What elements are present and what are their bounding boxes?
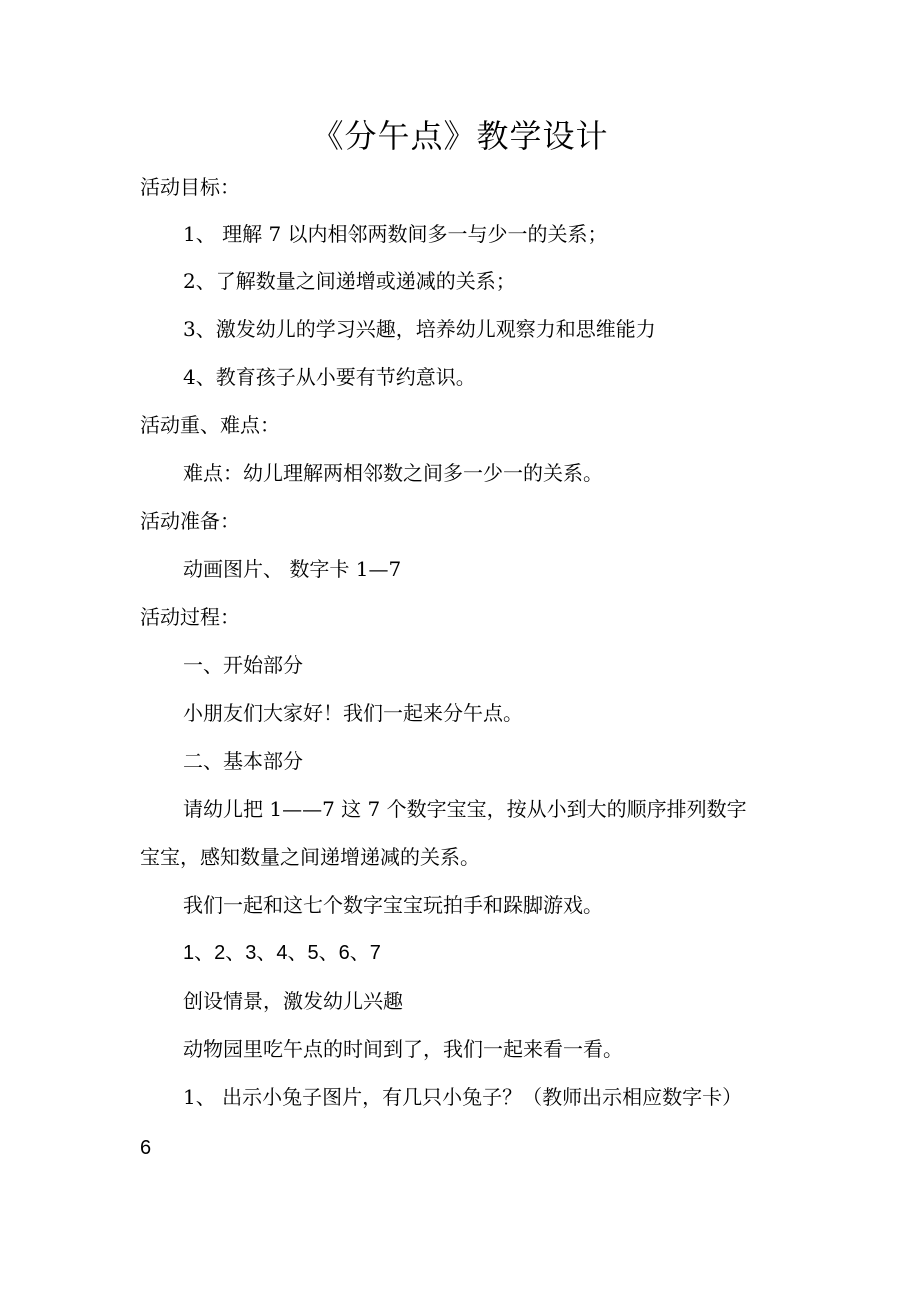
process-paragraph-line: 宝宝，感知数量之间递增递减的关系。: [140, 845, 480, 869]
goal-item-3: 3、激发幼儿的学习兴趣，培养幼儿观察力和思维能力: [183, 317, 656, 341]
section-heading-key-points: 活动重、难点：: [140, 413, 280, 437]
process-paragraph-line: 创设情景，激发幼儿兴趣: [183, 989, 403, 1013]
section-heading-preparation: 活动准备：: [140, 509, 240, 533]
page-number: 6: [140, 1137, 152, 1159]
goal-item-4: 4、教育孩子从小要有节约意识。: [183, 365, 476, 389]
process-part-1-heading: 一、开始部分: [183, 653, 303, 677]
goal-item-2: 2、了解数量之间递增或递减的关系；: [183, 269, 516, 293]
document-title: 《分午点》教学设计: [311, 117, 609, 155]
process-part-1-text: 小朋友们大家好！我们一起来分午点。: [183, 701, 523, 725]
key-point-text: 难点：幼儿理解两相邻数之间多一少一的关系。: [183, 461, 603, 485]
section-heading-process: 活动过程：: [140, 605, 240, 629]
process-paragraph-line: 我们一起和这七个数字宝宝玩拍手和跺脚游戏。: [183, 893, 603, 917]
goal-item-1: 1、 理解 7 以内相邻两数间多一与少一的关系；: [183, 222, 608, 246]
number-sequence: 1、2、3、4、5、6、7: [183, 942, 381, 964]
process-paragraph-line: 请幼儿把 1——7 这 7 个数字宝宝，按从小到大的顺序排列数字: [183, 797, 747, 821]
section-heading-goals: 活动目标：: [140, 175, 240, 199]
process-paragraph-line: 动物园里吃午点的时间到了，我们一起来看一看。: [183, 1037, 623, 1061]
process-step-1: 1、 出示小兔子图片，有几只小兔子？（教师出示相应数字卡）: [183, 1085, 743, 1109]
process-part-2-heading: 二、基本部分: [183, 749, 303, 773]
preparation-text: 动画图片、 数字卡 1—7: [183, 557, 402, 581]
